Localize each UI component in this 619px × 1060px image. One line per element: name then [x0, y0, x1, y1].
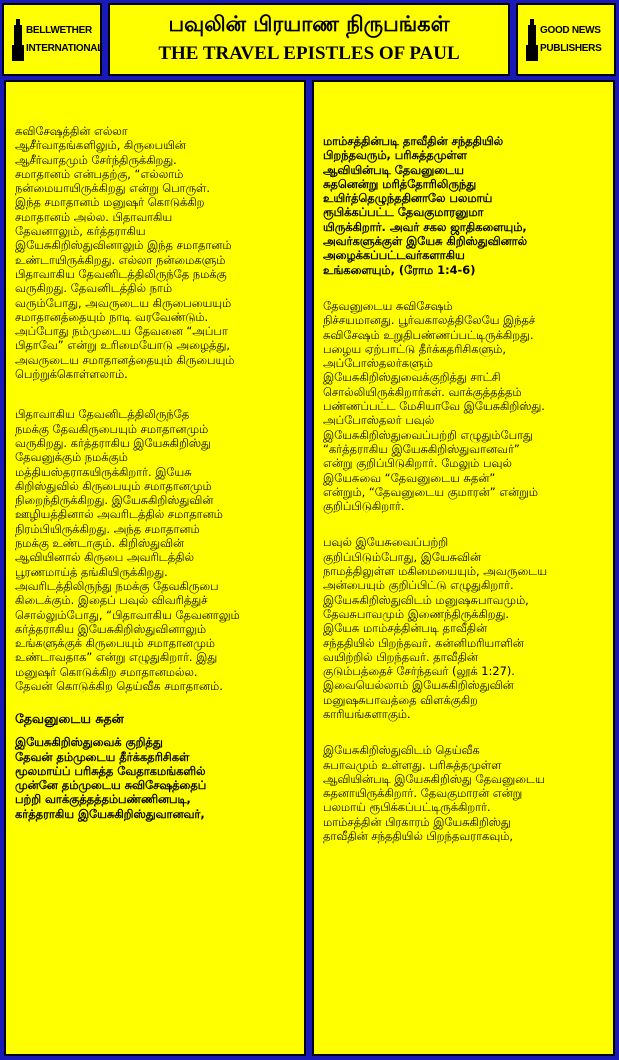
section-heading: தேவனுடைய சுதன்: [15, 711, 124, 727]
bellwether-line1: BELLWETHER: [26, 25, 92, 36]
left-column: [4, 80, 306, 1056]
english-title: THE TRAVEL EPISTLES OF PAUL: [158, 43, 460, 64]
good-news-logo: [516, 3, 616, 76]
left-paragraph-2: பிதாவாகிய தேவனிடத்திலிருந்தே நமக்கு தேவகிருபையும் சமாதானமும் வருகிறது. கர்த்தராகிய இயேசுகிறிஸ்து தேவனுக்கும் நமக்கும் மத்தியஸ்தராகயிருக்கிறார். இயேசு கிறிஸ்துவில் கிருபையும் சமாதானமும் நிறைந்திருக்கிறது. இயேசுகிறிஸ்துவின் ஊழியத்தினால் அவரிடத்தில் சமாதானம் நிரம்பியிருக்கிறது. அந்த சமாதானம் நமக்கு உண்டாகும். கிறிஸ்துவின் ஆவியினால் கிருபை அவரிடத்தில் பூரணமாய்த் தங்கியிருக்கிறது. அவரிடத்திலிருந்து நமக்கு தேவகிருபை கிடைக்கும். இதைப் பவுல் விவரித்துச் சொல்லும்போது, “பிதாவாகிய தேவனாலும் கர்த்தராகிய இயேசுகிறிஸ்துவினாலும் உங்களுக்குக் கிருபையும் சமாதானமும் உண்டாவதாக” என்று எழுதுகிறார். இது மனுஷர் கொடுக்கிற சமாதானமல்ல. தேவன் கொடுக்கிற தெய்வீக சமாதானம்.: [15, 407, 240, 693]
good-news-line1: GOOD NEWS: [540, 25, 601, 36]
title-banner: [108, 3, 510, 76]
right-paragraph-2: தேவனுடைய சுவிசேஷம் நிச்சயமானது. பூர்வகாலத்திலேயே இந்தச் சுவிசேஷம் உறுதிபண்ணப்பட்டிருக்கிறது. பழைய ஏற்பாட்டு தீர்க்கதரிசிகளும், அப்போஸ்தலர்களும் இயேசுகிறிஸ்துவைக்குறித்து சாட்சி சொல்லியிருக்கிறார்கள். வாக்குத்தத்தம் பண்ணப்பட்ட மேசியாவே இயேசுகிறிஸ்து. அப்போஸ்தலர் பவுல் இயேசுகிறிஸ்துவைப்பற்றி எழுதும்போது “கர்த்தராகிய இயேசுகிறிஸ்துவானவர்” என்று குறிப்பிடுகிறார். மேலும் பவுல் இயேசுவை “தேவனுடைய சுதன்” என்றும், “தேவனுடைய குமாரன்” என்றும் குறிப்பிடுகிறார்.: [323, 298, 545, 514]
good-news-mark-icon: [526, 19, 538, 61]
right-paragraph-4: இயேசுகிறிஸ்துவிடம் தெய்வீக சுபாவமும் உள்ளது. பரிசுத்தமுள்ள ஆவியின்படி இயேசுகிறிஸ்து தேவனுடைய சுதனாயிருக்கிறார். தேவகுமாரன் என்று பலமாய் ரூபிக்கப்பட்டிருக்கிறார். மாம்சத்தின் பிரகாரம் இயேசுகிறிஸ்து தாவீதின் சந்ததியில் பிறந்தவராகவும்,: [323, 743, 545, 844]
left-paragraph-1: சுவிசேஷத்தின் எல்லா ஆசீர்வாதங்களிலும், கிருபையின் ஆசீர்வாதமும் சேர்ந்திருக்கிறது. சமாதானம் என்பதற்கு, “எல்லாம் நன்மையாயிருக்கிறது என்று பொருள். இந்த சமாதானம் மனுஷர் கொடுக்கிற சமாதானம் அல்ல. பிதாவாகிய தேவனாலும், கர்த்தராகிய இயேசுகிறிஸ்துவினாலும் இந்த சமாதானம் உண்டாயிருக்கிறது. எல்லா நன்மைகளும் பிதாவாகிய தேவனிடத்திலிருந்தே நமக்கு வருகிறது. தேவனிடத்தில் நாம் வரும்போது, அவருடைய கிருபையையும் சமாதானத்தையும் நாடி வரவேண்டும். அப்போது நம்முடைய தேவனை “அப்பா பிதாவே” என்று உரிமையோடு அழைத்து, அவருடைய சமாதானத்தையும் கிருபையும் பெற்றுக்கொள்ளலாம்.: [15, 124, 235, 382]
left-paragraph-3: இயேசுகிறிஸ்துவைக் குறித்து தேவன் தம்முடைய தீர்க்கதரிசிகள் மூலமாய்ப் பரிசுத்த வேதாகமங்களில் முன்னே தம்முடைய சுவிசேஷத்தைப் பற்றி வாக்குத்தத்தம்பண்ணினபடி, கர்த்தராகிய இயேசுகிறிஸ்துவானவர்,: [15, 735, 207, 821]
bellwether-logo: [2, 3, 102, 76]
tamil-title: பவுலின் பிரயாண நிருபங்கள்: [168, 12, 450, 36]
bellwether-line2: INTERNATIONAL: [26, 43, 104, 54]
right-paragraph-1: மாம்சத்தின்படி தாவீதின் சந்ததியில் பிறந்தவரும், பரிசுத்தமுள்ள ஆவியின்படி தேவனுடைய சுதனென்று மரித்தோரிலிருந்து உயிர்த்தெழுந்ததினாலே பலமாய் ரூபிக்கப்பட்ட தேவகுமாரனுமா யிருக்கிறார். அவர் சகல ஜாதிகளையும், அவர்களுக்குள் இயேசு கிறிஸ்துவினால் அழைக்கப்பட்டவர்களாகிய உங்களையும், (ரோம 1:4-6): [323, 134, 528, 277]
right-column: [312, 80, 615, 1056]
good-news-line2: PUBLISHERS: [540, 43, 602, 54]
bellwether-mark-icon: [12, 19, 24, 61]
right-paragraph-3: பவுல் இயேசுவைப்பற்றி குறிப்பிடும்போது, இயேசுவின் நாமத்திலுள்ள மகிமையையும், அவருடைய அன்பையும் குறிப்பிட்டு எழுதுகிறார். இயேசுகிறிஸ்துவிடம் மனுஷசுபாவமும், தேவசுபாவமும் இணைந்திருக்கிறது. இயேசு மாம்சத்தின்படி தாவீதின் சந்ததியில் பிறந்தவர். கன்னிமரியாளின் வயிற்றில் பிறந்தவர். தாவீதின் குடும்பத்தைச் சேர்ந்தவர் (லூக் 1:27). இவையெல்லாம் இயேசுகிறிஸ்துவின் மனுஷசுபாவத்தை விளக்குகிற காரியங்களாகும்.: [323, 535, 547, 721]
